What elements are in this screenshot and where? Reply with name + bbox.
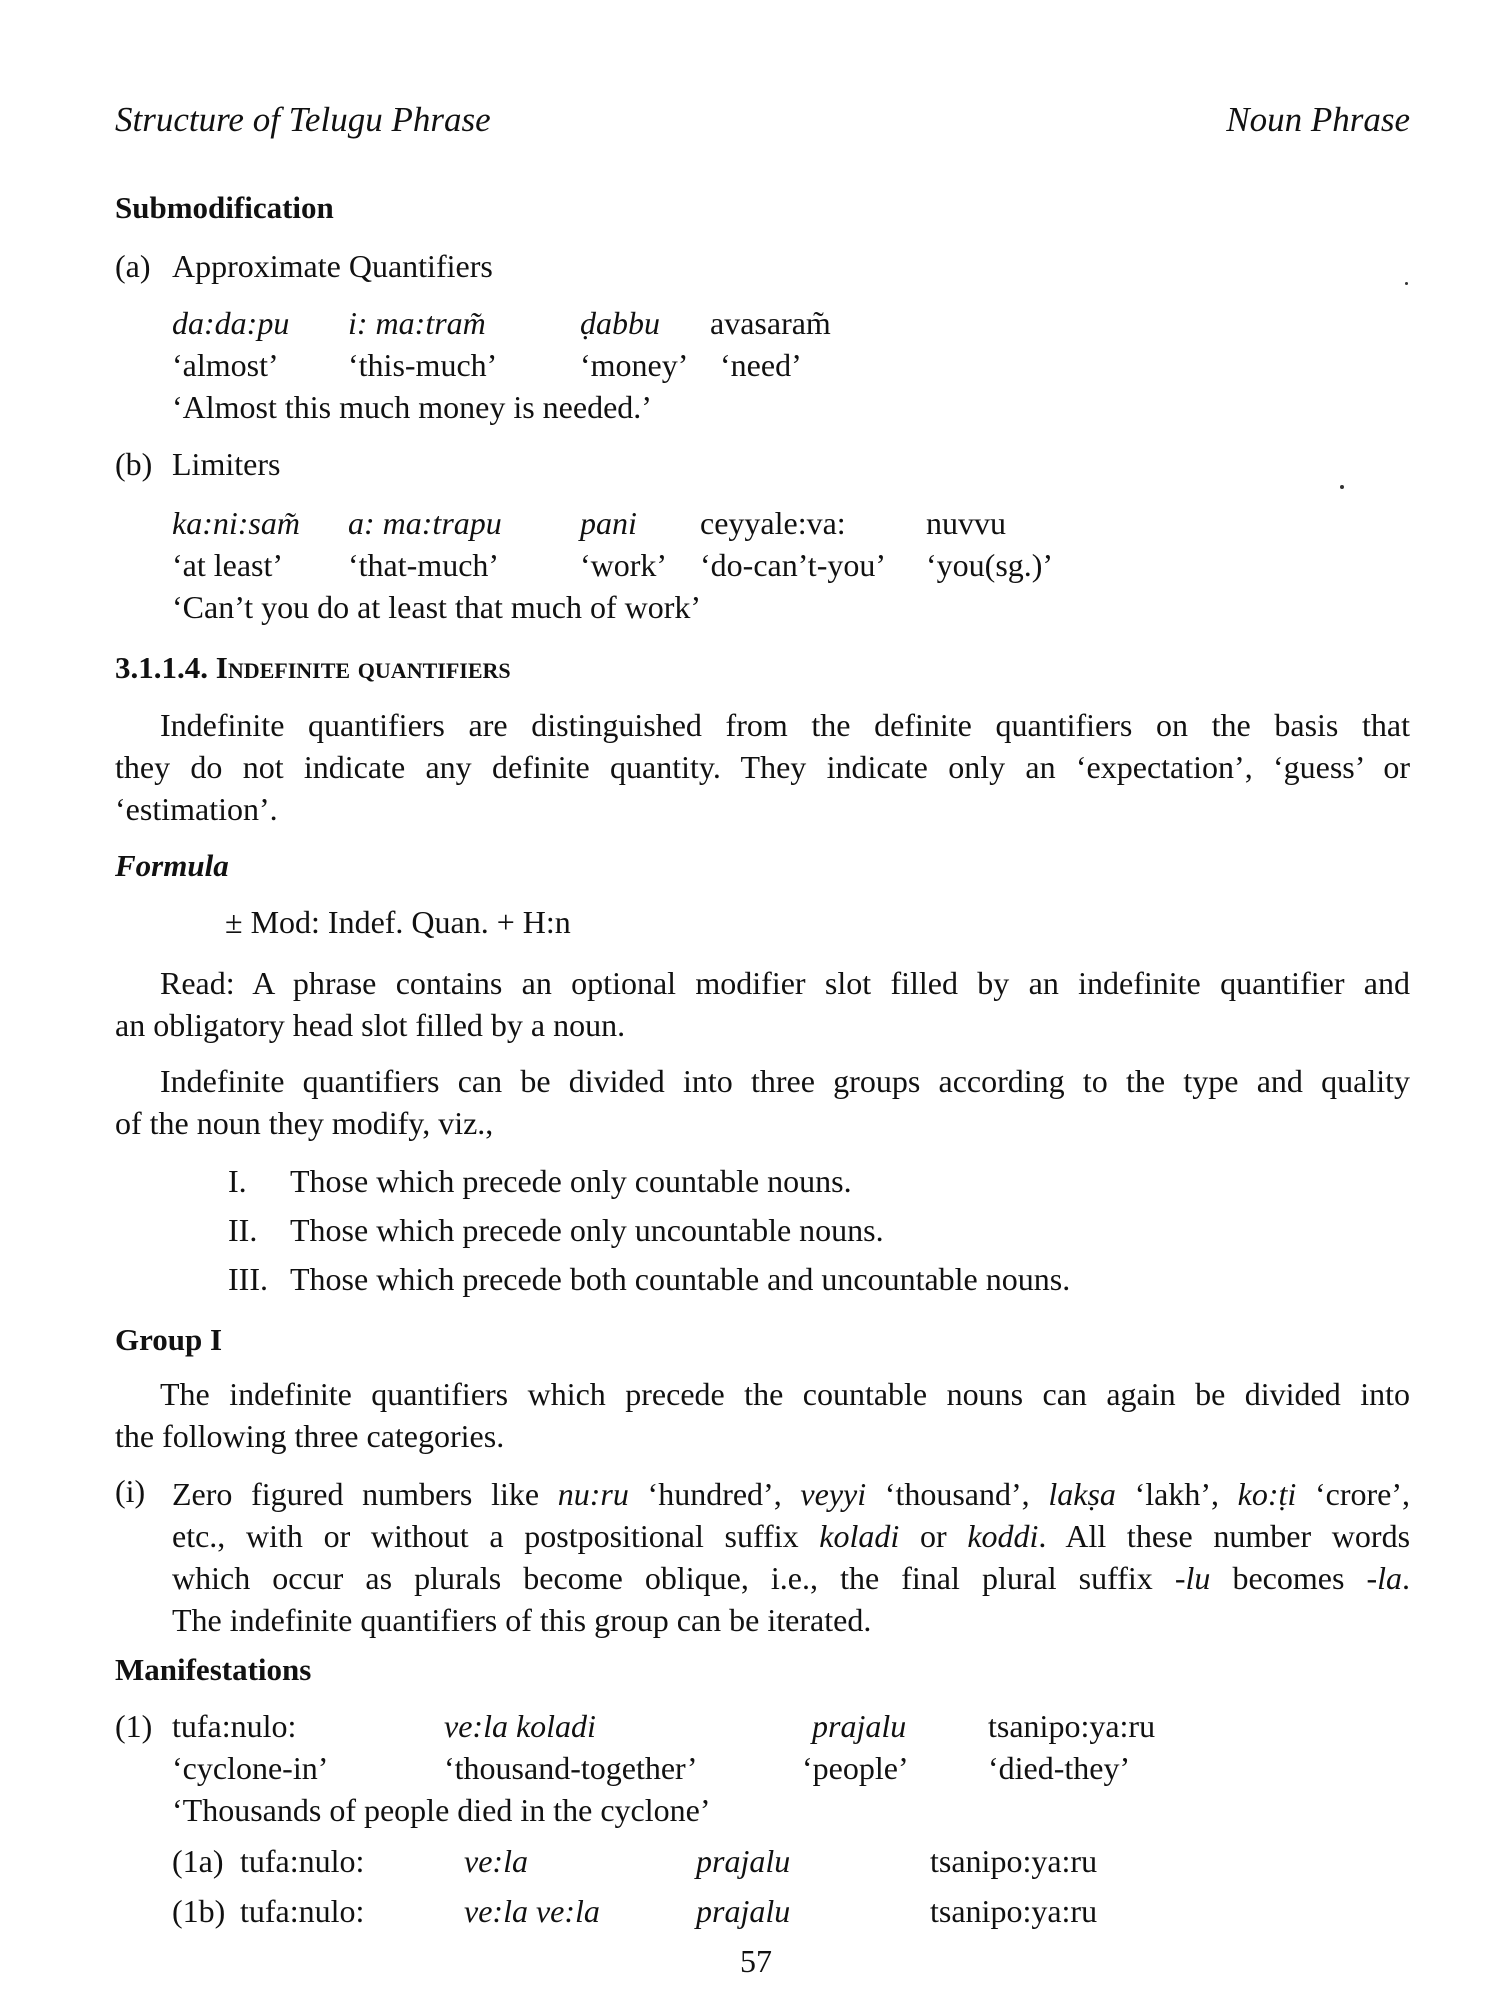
section-heading bbox=[115, 650, 511, 686]
group1-item-label: (i) bbox=[115, 1473, 146, 1509]
word: ka:ni:sam̃ bbox=[172, 505, 300, 541]
text-line: which occur as plurals become oblique, i.e., the final plural suffix -lu becomes -la. bbox=[172, 1560, 1411, 1596]
sub-b-label: (b) bbox=[115, 446, 153, 482]
text-line: Zero figured numbers like nu:ru ‘hundred’, veyyi ‘thousand’, lakṣa ‘lakh’, ko:ṭi ‘crore’, bbox=[172, 1476, 1411, 1512]
example-b-gloss bbox=[172, 547, 1172, 587]
word: tsanipo:ya:ru bbox=[930, 1893, 1098, 1929]
word: prajalu bbox=[812, 1708, 907, 1744]
word: da:da:pu bbox=[172, 305, 290, 341]
gloss: ‘cyclone-in’ bbox=[172, 1750, 329, 1786]
example-a-translation: ‘Almost this much money is needed.’ bbox=[172, 389, 652, 425]
running-header-left: Structure of Telugu Phrase bbox=[115, 100, 491, 139]
text-line: The indefinite quantifiers of this group can be iterated. bbox=[172, 1602, 872, 1638]
text-line: an obligatory head slot filled by a noun. bbox=[115, 1007, 626, 1043]
word: ve:la ve:la bbox=[464, 1893, 600, 1929]
scan-speck bbox=[1340, 485, 1344, 489]
text-line: Read: A phrase contains an optional modifier slot filled by an indefinite quantifier and bbox=[160, 965, 1410, 1001]
text-line: of the noun they modify, viz., bbox=[115, 1105, 494, 1141]
list-num: III. bbox=[228, 1261, 268, 1297]
page-number: 57 bbox=[740, 1943, 772, 1979]
plus-minus-symbol: ± bbox=[225, 904, 243, 940]
word: tsanipo:ya:ru bbox=[930, 1843, 1098, 1879]
gloss: ‘died-they’ bbox=[988, 1750, 1131, 1786]
gloss: ‘do-can’t-you’ bbox=[700, 547, 886, 583]
gloss: ‘people’ bbox=[802, 1750, 909, 1786]
list-text: Those which precede only uncountable nouns. bbox=[290, 1212, 884, 1248]
word: tufa:nulo: bbox=[240, 1893, 365, 1929]
gloss: ‘at least’ bbox=[172, 547, 284, 583]
gloss: ‘that-much’ bbox=[348, 547, 500, 583]
example-1-translation: ‘Thousands of people died in the cyclone’ bbox=[172, 1792, 711, 1828]
example-1b bbox=[172, 1893, 1272, 1933]
list-num: II. bbox=[228, 1212, 258, 1248]
text-line: they do not indicate any definite quantity. They indicate only an ‘expectation’, ‘guess’ or bbox=[115, 749, 1410, 785]
word: pani bbox=[580, 505, 637, 541]
word: a: ma:trapu bbox=[348, 505, 502, 541]
word: tufa:nulo: bbox=[172, 1708, 297, 1744]
section-intro-paragraph bbox=[115, 704, 1410, 830]
section-title: Indefinite quantifiers bbox=[215, 650, 511, 685]
example-1a bbox=[172, 1843, 1272, 1883]
manifestations-heading: Manifestations bbox=[115, 1652, 312, 1687]
text-line: Indefinite quantifiers can be divided into three groups according to the type and quality bbox=[160, 1063, 1410, 1099]
example-b-words bbox=[172, 505, 1172, 545]
example-1-label: (1) bbox=[115, 1708, 153, 1744]
gloss: ‘thousand-together’ bbox=[444, 1750, 698, 1786]
group1-heading: Group I bbox=[115, 1322, 223, 1357]
word: ḍabbu bbox=[580, 305, 660, 341]
word: i: ma:tram̃ bbox=[348, 305, 486, 341]
group1-intro-paragraph bbox=[115, 1373, 1410, 1457]
gloss: ‘almost’ bbox=[172, 347, 279, 383]
scan-speck bbox=[1405, 282, 1408, 285]
gloss: ‘work’ bbox=[580, 547, 668, 583]
word: prajalu bbox=[696, 1893, 791, 1929]
gloss: ‘money’ bbox=[580, 347, 689, 383]
example-label: (1a) bbox=[172, 1843, 224, 1879]
example-a-words bbox=[172, 305, 1072, 345]
submodification-heading: Submodification bbox=[115, 190, 334, 225]
text-line: Indefinite quantifiers are distinguished from the definite quantifiers on the basis that bbox=[160, 707, 1410, 743]
text-line: etc., with or without a postpositional suffix koladi or koddi. All these number words bbox=[172, 1518, 1411, 1554]
list-text: Those which precede only countable nouns. bbox=[290, 1163, 852, 1199]
word: tsanipo:ya:ru bbox=[988, 1708, 1156, 1744]
example-1-gloss bbox=[172, 1750, 1272, 1790]
sub-b-title: Limiters bbox=[172, 446, 281, 482]
list-text: Those which precede both countable and uncountable nouns. bbox=[290, 1261, 1071, 1297]
example-b-translation: ‘Can’t you do at least that much of work’ bbox=[172, 589, 702, 625]
text-line: ‘estimation’. bbox=[115, 791, 278, 827]
list-num: I. bbox=[228, 1163, 247, 1199]
formula-heading: Formula bbox=[115, 848, 229, 883]
example-1-words bbox=[172, 1708, 1272, 1748]
read-paragraph bbox=[115, 962, 1410, 1046]
formula-text: Mod: Indef. Quan. + H:n bbox=[250, 904, 571, 940]
gloss: ‘this-much’ bbox=[348, 347, 498, 383]
word: ve:la bbox=[464, 1843, 528, 1879]
sub-a-label: (a) bbox=[115, 248, 151, 284]
sub-a-title: Approximate Quantifiers bbox=[172, 248, 493, 284]
example-label: (1b) bbox=[172, 1893, 226, 1929]
formula bbox=[225, 904, 571, 941]
groups-paragraph bbox=[115, 1060, 1410, 1144]
word: ve:la koladi bbox=[444, 1708, 596, 1744]
word: prajalu bbox=[696, 1843, 791, 1879]
gloss: ‘need’ bbox=[720, 347, 802, 383]
word: nuvvu bbox=[926, 505, 1006, 541]
text-line: the following three categories. bbox=[115, 1418, 505, 1454]
running-header-right: Noun Phrase bbox=[1226, 100, 1410, 139]
section-number: 3.1.1.4. bbox=[115, 650, 208, 685]
text-line: The indefinite quantifiers which precede the countable nouns can again be divided into bbox=[160, 1376, 1410, 1412]
example-a-gloss bbox=[172, 347, 1072, 387]
word: tufa:nulo: bbox=[240, 1843, 365, 1879]
group1-item-paragraph bbox=[172, 1473, 1410, 1641]
gloss: ‘you(sg.)’ bbox=[926, 547, 1054, 583]
word: ceyyale:va: bbox=[700, 505, 846, 541]
word: avasaram̃ bbox=[710, 305, 831, 341]
